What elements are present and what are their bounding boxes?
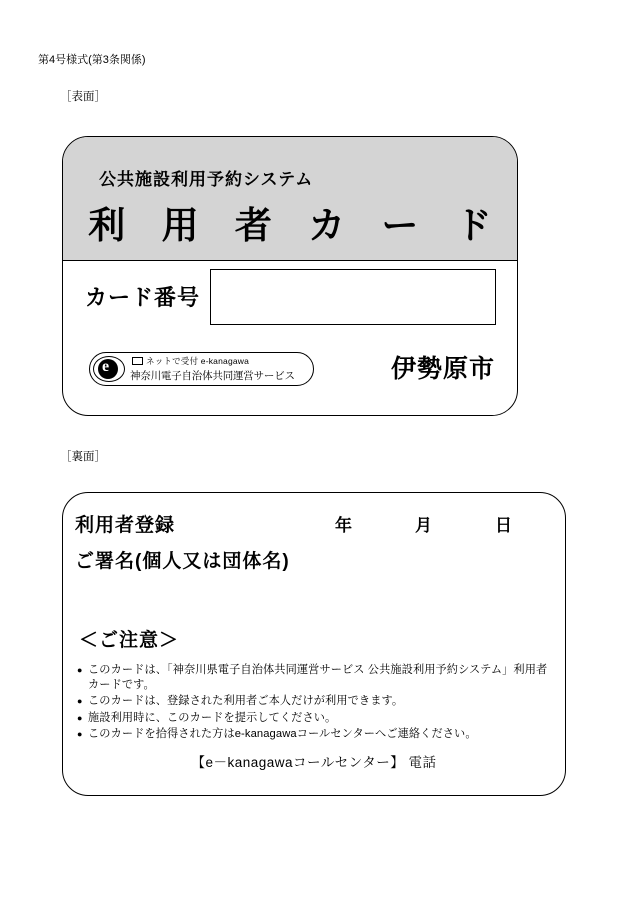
- card-number-label: カード番号: [85, 285, 201, 310]
- logo-letter: e: [102, 358, 110, 375]
- card-title: 利 用 者 カ ー ド: [88, 205, 505, 246]
- list-item: ● このカードは、登録された利用者ご本人だけが利用できます。: [77, 694, 555, 709]
- system-name: 公共施設利用予約システム: [99, 170, 314, 189]
- mail-icon: [132, 357, 143, 365]
- list-item: ● 施設利用時に、このカードを提示してください。: [77, 711, 555, 726]
- date-month-label: 月: [415, 516, 432, 535]
- e-kanagawa-logo-icon: [93, 355, 127, 383]
- logo-tagline: [132, 355, 249, 367]
- list-item: ● このカードは、「神奈川県電子自治体共同運営サービス 公共施設利用予約システム」利用者カードです。: [77, 663, 555, 693]
- date-year-label: 年: [335, 516, 352, 535]
- logo-service-name: 神奈川電子自治体共同運営サービス: [130, 370, 295, 382]
- registration-label: 利用者登録: [75, 515, 176, 536]
- notice-title: ＜ご注意＞: [79, 630, 180, 651]
- back-side-label: ［裏面］: [60, 451, 106, 463]
- city-name: 伊勢原市: [390, 356, 495, 383]
- front-side-label: ［表面］: [60, 91, 106, 103]
- logo-tagline-text: ネットで受付 e-kanagawa: [146, 356, 250, 366]
- e-kanagawa-logo-badge: [89, 352, 314, 386]
- form-number: 第4号様式(第3条関係): [38, 54, 146, 66]
- date-day-label: 日: [495, 516, 512, 535]
- notice-list: [77, 663, 555, 743]
- back-card: [62, 492, 566, 796]
- card-number-field[interactable]: [210, 269, 496, 325]
- signature-label: ご署名(個人又は団体名): [75, 551, 290, 572]
- callcenter-line: 【e－kanagawaコールセンター】 電話: [191, 755, 437, 770]
- list-item: ● このカードを拾得された方はe-kanagawaコールセンターへご連絡ください。: [77, 727, 555, 742]
- front-card: [62, 136, 518, 416]
